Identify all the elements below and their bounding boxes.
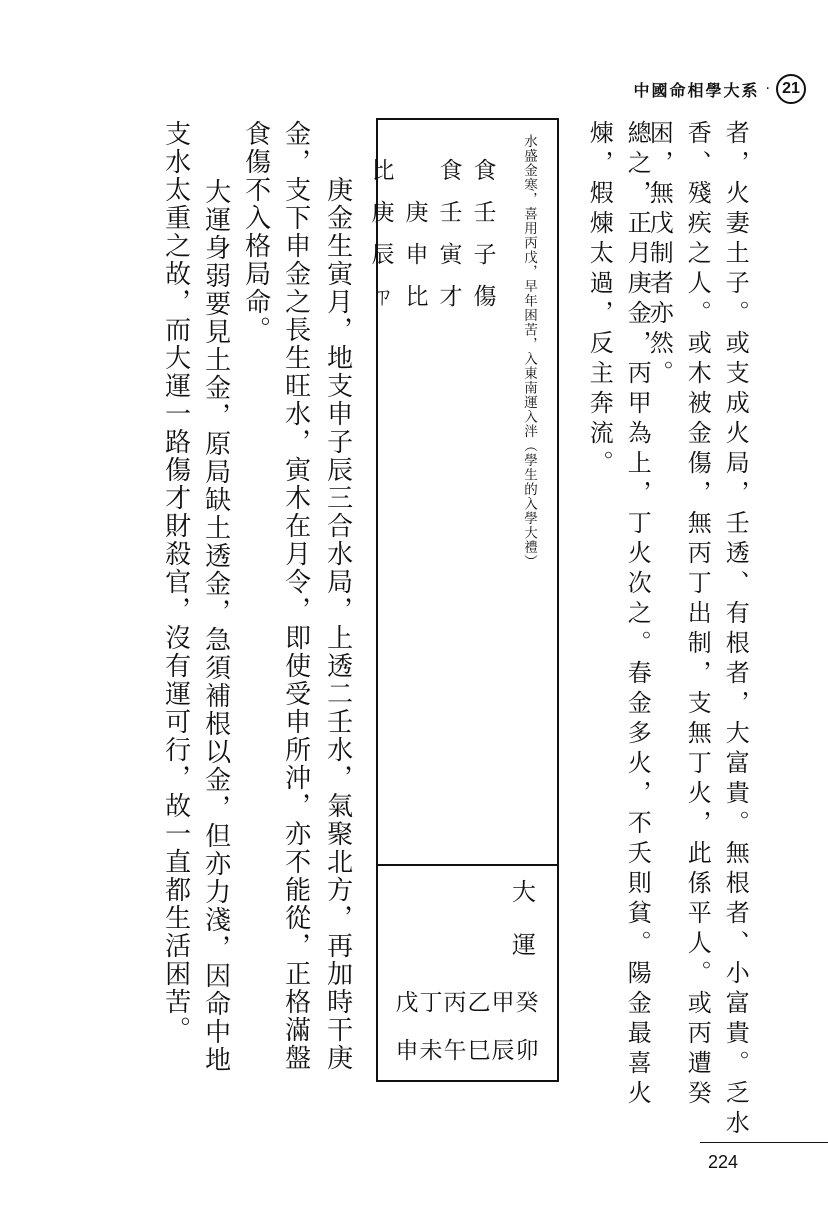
- pillar-hour: [369, 156, 397, 312]
- commentary-column-2: 金，支下申金之長生旺水，寅木在月令，即使受申所沖，亦不能從，正格滿盤: [280, 120, 311, 1072]
- header-separator: ·: [765, 81, 770, 97]
- pillar-branch: 寅: [439, 242, 463, 268]
- pillar-ten-god: 食: [473, 158, 497, 184]
- commentary-column-1: 庚金生寅月，地支申子辰三合水局，上透二壬水，氣聚北方，再加時干庚: [322, 176, 353, 1072]
- pillar-day: [403, 156, 431, 312]
- commentary-column-4: 大運身弱要見土金，原局缺土透金，急須補根以金，但亦力淺，因命中地: [200, 150, 231, 1074]
- citation-column-4: 總之，正月庚金，丙甲為上，丁火次之。春金多火，不夭則貧。陽金最喜火: [623, 120, 652, 1110]
- pillar-year: [471, 156, 499, 312]
- pillar-month: [437, 156, 465, 312]
- pillar-stem: 壬: [473, 200, 497, 226]
- citation-column-1: 者，火妻土子。或支成火局，壬透、有根者，大富貴。無根者、小富貴。乏水: [721, 120, 750, 1140]
- luck-period-stems: 戊丁丙乙甲癸: [395, 990, 540, 1016]
- chart-note: 水盛金寒，喜用丙戊，早年困苦，入東南運入泮（學生的入學大禮）: [521, 134, 537, 569]
- pillar-branch: 申: [405, 242, 429, 268]
- pillar-branch-god: 比: [405, 284, 429, 310]
- pillar-ten-god: 食: [439, 158, 463, 184]
- commentary-column-3: 食傷不入格局命。: [240, 120, 271, 344]
- four-pillars: [369, 156, 499, 312]
- citation-column-2: 香、殘疾之人。或木被金傷，無丙丁出制，支無丁火，此係平人。或丙遭癸: [683, 120, 712, 1110]
- birth-chart-box: [371, 118, 559, 1082]
- luck-label-char: 運: [512, 931, 536, 959]
- chart-divider: [378, 864, 557, 866]
- pillar-stem: 壬: [439, 200, 463, 226]
- pillar-branch-god: 傷: [473, 284, 497, 310]
- pillar-branch-god: 才: [439, 284, 463, 310]
- pillar-branch: 辰: [371, 242, 395, 268]
- commentary-column-5: 支水太重之故，而大運一路傷才財殺官，沒有運可行，故一直都生活困苦。: [160, 120, 191, 1044]
- pillar-stem: 庚: [405, 200, 429, 226]
- series-title: 中國命相學大系: [633, 80, 760, 100]
- luck-label-char: 大: [512, 878, 536, 906]
- pillar-branch: 子: [473, 242, 497, 268]
- pillar-ten-god: 比: [371, 158, 395, 184]
- luck-period-branches: 申未午巳辰卯: [395, 1038, 540, 1064]
- running-header: [634, 74, 806, 104]
- page-number: 224: [708, 1152, 739, 1172]
- footer-rule: [700, 1142, 828, 1143]
- luck-period-label: [509, 872, 539, 960]
- citation-column-5: 煉，煆煉太過，反主奔流。: [585, 120, 614, 480]
- pillar-stem: 庚: [371, 200, 395, 226]
- chapter-number-badge: 21: [776, 74, 806, 104]
- pillar-branch-god: ㄗ: [371, 284, 395, 310]
- citation-column-3: 困，無戊制者亦然。: [645, 120, 674, 390]
